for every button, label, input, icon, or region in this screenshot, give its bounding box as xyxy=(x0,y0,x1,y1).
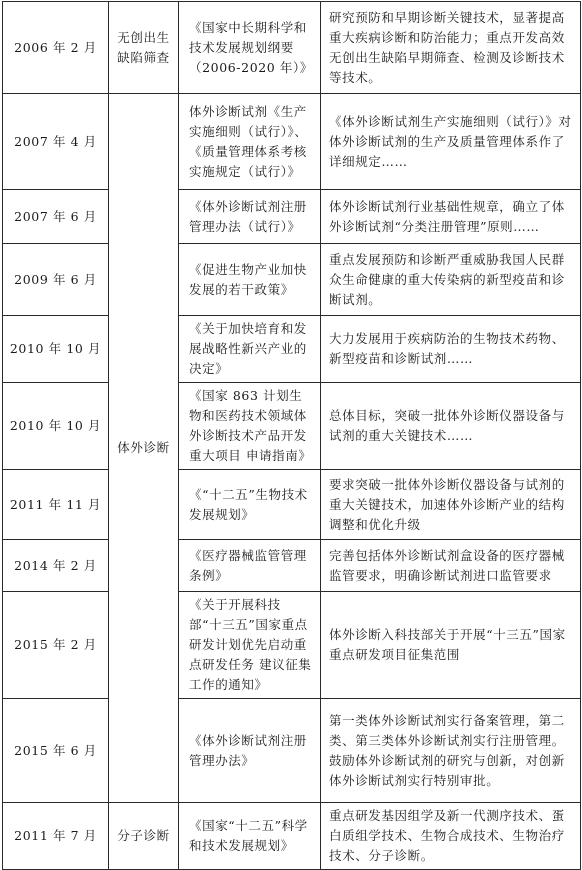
description-cell: 体外诊断试剂行业基础性规章，确立了体外诊断试剂“分类注册管理”原则…… xyxy=(321,190,581,244)
date-cell: 2014 年 2 月 xyxy=(3,540,109,592)
table-row xyxy=(3,244,581,316)
document-cell: 《关于加快培育和发展战略性新兴产业的决定》 xyxy=(179,316,321,383)
category-cell: 无创出生缺陷筛查 xyxy=(109,2,179,94)
document-cell: 《促进生物产业加快发展的若干政策》 xyxy=(179,244,321,316)
description-cell: 《体外诊断试剂生产实施细则（试行）》对体外诊断试剂的生产及质量管理体系作了详细规定…… xyxy=(321,94,581,190)
description-cell: 重点研发基因组学及新一代测序技术、蛋白质组学技术、生物合成技术、生物治疗技术、分子诊断。 xyxy=(321,803,581,870)
description-cell: 要求突破一批体外诊断仪器设备与试剂的重大关键技术，加速体外诊断产业的结构调整和优化升级 xyxy=(321,470,581,540)
table-row xyxy=(3,699,581,803)
description-cell: 完善包括体外诊断试剂盒设备的医疗器械监管要求，明确诊断试剂进口监管要求 xyxy=(321,540,581,592)
document-cell: 《国家“十二五”科学和技术发展规划》 xyxy=(179,803,321,870)
date-cell: 2010 年 10 月 xyxy=(3,383,109,470)
date-cell: 2009 年 6 月 xyxy=(3,244,109,316)
document-cell: 《国家中长期科学和技术发展规划纲要（2006-2020 年）》 xyxy=(179,2,321,94)
category-cell: 分子诊断 xyxy=(109,803,179,870)
date-cell: 2007 年 4 月 xyxy=(3,94,109,190)
description-cell: 总体目标，突破一批体外诊断仪器设备与试剂的重大关键技术…… xyxy=(321,383,581,470)
document-cell: 《“十二五”生物技术发展规划》 xyxy=(179,470,321,540)
table-row xyxy=(3,316,581,383)
description-cell: 大力发展用于疾病防治的生物技术药物、新型疫苗和诊断试剂…… xyxy=(321,316,581,383)
table-row xyxy=(3,540,581,592)
table-row xyxy=(3,2,581,94)
document-cell: 体外诊断试剂《生产实施细则（试行）》、《质量管理体系考核实施规定（试行）》 xyxy=(179,94,321,190)
table-row xyxy=(3,470,581,540)
date-cell: 2007 年 6 月 xyxy=(3,190,109,244)
policy-table xyxy=(2,1,581,870)
date-cell: 2006 年 2 月 xyxy=(3,2,109,94)
date-cell: 2010 年 10 月 xyxy=(3,316,109,383)
document-cell: 《医疗器械监管管理条例》 xyxy=(179,540,321,592)
date-cell: 2011 年 7 月 xyxy=(3,803,109,870)
document-cell: 《国家 863 计划生物和医药技术领域体外诊断技术产品开发重大项目 申请指南》 xyxy=(179,383,321,470)
table-row xyxy=(3,190,581,244)
date-cell: 2011 年 11 月 xyxy=(3,470,109,540)
description-cell: 研究预防和早期诊断关键技术，显著提高重大疾病诊断和防治能力；重点开发高效无创出生缺陷早期筛查、检测及诊断技术等技术。 xyxy=(321,2,581,94)
date-cell: 2015 年 6 月 xyxy=(3,699,109,803)
table-row xyxy=(3,94,581,190)
document-cell: 《关于开展科技部“十三五”国家重点研发计划优先启动重点研发任务 建议征集工作的通知》 xyxy=(179,592,321,699)
table-row xyxy=(3,383,581,470)
description-cell: 第一类体外诊断试剂实行备案管理，第二类、第三类体外诊断试剂实行注册管理。鼓励体外诊断试剂的研究与创新，对创新体外诊断试剂实行特别审批。 xyxy=(321,699,581,803)
category-cell: 体外诊断 xyxy=(109,94,179,803)
document-cell: 《体外诊断试剂注册管理办法》 xyxy=(179,699,321,803)
description-cell: 体外诊断入科技部关于开展“十三五”国家重点研发项目征集范围 xyxy=(321,592,581,699)
date-cell: 2015 年 2 月 xyxy=(3,592,109,699)
table-row xyxy=(3,592,581,699)
description-cell: 重点发展预防和诊断严重威胁我国人民群众生命健康的重大传染病的新型疫苗和诊断试剂。 xyxy=(321,244,581,316)
document-cell: 《体外诊断试剂注册管理办法（试行）》 xyxy=(179,190,321,244)
table-row xyxy=(3,803,581,870)
